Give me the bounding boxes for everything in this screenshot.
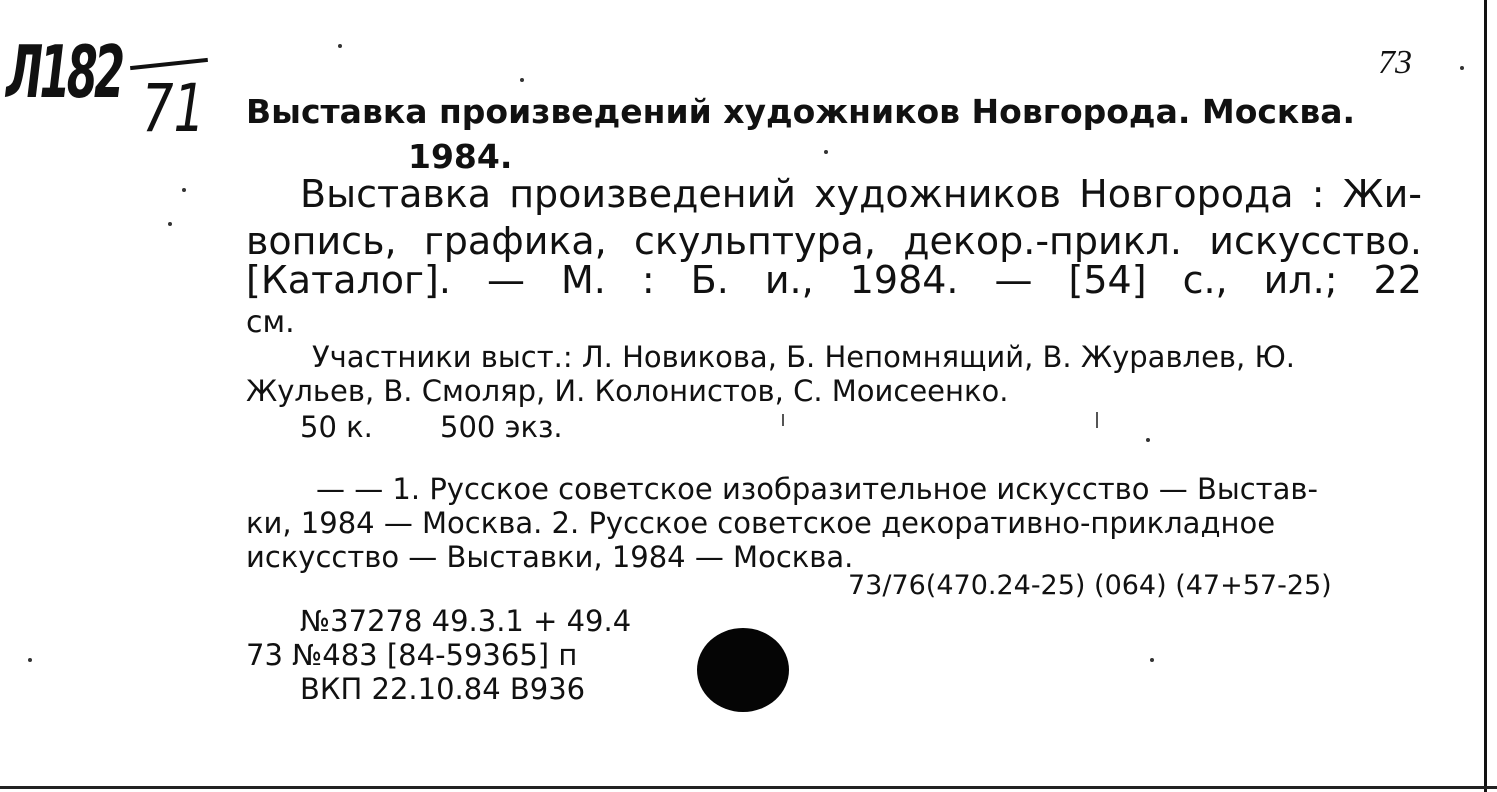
subjects-line-1: — — 1. Русское советское изобразительное искусство — Выстав- [316,472,1318,506]
entry-word: искусство. [1209,219,1422,263]
entry-word: М. [560,258,606,302]
entry-line-2 [246,219,1422,263]
classification-index: 73/76(470.24-25) (064) (47+57-25) [848,570,1332,601]
print-run: 500 экз. [440,410,563,444]
entry-word: : [1311,172,1325,216]
heading-title: Выставка произведений художников Новгорода. Москва. [246,92,1356,131]
entry-word: Новгорода [1079,172,1294,216]
entry-word: — [486,258,525,302]
participants-line-2: Жульев, В. Смоляр, И. Колонистов, С. Моисеенко. [246,374,1009,408]
price: 50 к. [300,410,373,444]
scan-speck [520,78,524,82]
record-line-1: №37278 49.3.1 + 49.4 [300,604,632,638]
entry-word: [Каталог]. [246,258,451,302]
entry-word: Выставка [300,172,492,216]
scan-speck [28,658,32,662]
entry-word: произведений [509,172,796,216]
punch-hole [697,628,789,712]
card-bottom-edge [0,786,1497,789]
scan-speck [824,150,828,154]
scan-speck [1146,438,1150,442]
scan-speck [338,44,342,48]
entry-word: вопись, [246,219,397,263]
scan-speck [1150,658,1154,662]
entry-word: и., [764,258,814,302]
entry-word: 1984. [849,258,959,302]
entry-word: [54] [1068,258,1147,302]
entry-word: 22 [1373,258,1422,302]
scan-speck [1096,412,1098,428]
entry-word: Жи- [1342,172,1422,216]
entry-word: декор.-прикл. [903,219,1183,263]
scan-speck [782,414,784,426]
entry-word: скульптура, [634,219,876,263]
entry-word: — [994,258,1033,302]
handwritten-shelf-code: Л182 [6,30,122,114]
entry-line-3 [246,258,1422,302]
participants-line-1: Участники выст.: Л. Новикова, Б. Непомнящий, В. Журавлев, Ю. [312,340,1295,374]
entry-word: : [641,258,655,302]
entry-word: Б. [690,258,729,302]
heading-year: 1984. [408,137,513,176]
scan-speck [1460,66,1464,70]
entry-word: художников [814,172,1061,216]
entry-word: графика, [423,219,607,263]
record-line-3: ВКП 22.10.84 В936 [300,672,586,706]
card-right-edge [1484,0,1487,792]
record-line-2: 73 №483 [84-59365] п [246,638,578,672]
entry-line-4: см. [246,305,295,340]
page-number: 73 [1378,44,1412,81]
subjects-line-2: ки, 1984 — Москва. 2. Русское советское декоративно-прикладное [246,506,1276,540]
entry-word: с., [1182,258,1228,302]
entry-word: ил.; [1263,258,1338,302]
subjects-line-3: искусство — Выставки, 1984 — Москва. [246,540,854,574]
entry-line-1 [300,172,1422,216]
fraction-denominator: 71 [142,70,205,147]
scan-speck [168,222,172,226]
fraction-bar [130,58,208,70]
scan-speck [182,188,186,192]
